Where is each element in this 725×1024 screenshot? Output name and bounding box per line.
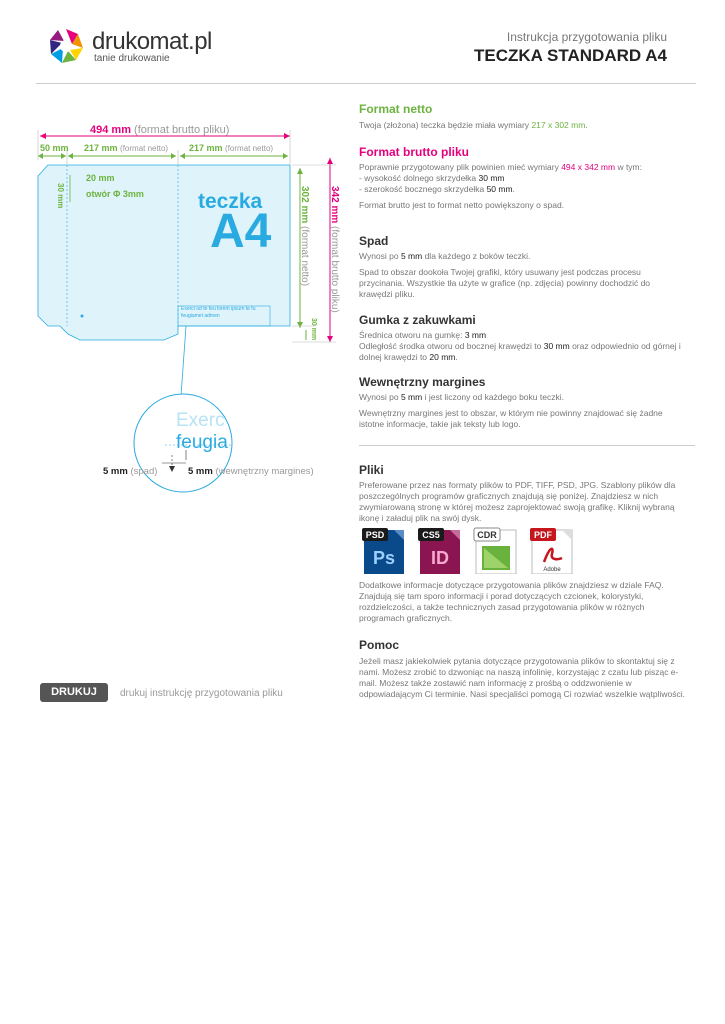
- section-netto-text: Twoja (złożona) teczka będzie miała wymiary 217 x 302 mm.: [359, 120, 588, 130]
- margin-note: (wewnętrzny margines): [215, 466, 314, 477]
- section-netto-title: Format netto: [359, 102, 433, 116]
- hole-diameter-label: otwór Φ 3mm: [86, 189, 144, 199]
- margin-label: [188, 466, 314, 477]
- bottom-flap-label: 30 mm: [310, 318, 317, 341]
- photoshop-icon[interactable]: [360, 526, 408, 574]
- panel2-width-value: 217 mm: [189, 143, 223, 153]
- panel2-width-note: (format netto): [225, 144, 274, 153]
- section-brutto-note: Format brutto jest to format netto powiększony o spad.: [359, 200, 565, 210]
- photoshop-mark: Ps: [372, 548, 396, 568]
- hole-offset-y-label: 30 mm: [56, 183, 65, 209]
- section-pliki-text1: Preferowane przez nas formaty plików to PDF, TIFF, PSD, JPG. Szablony plików dla poszczególnych programów graficznych znajdują się poniżej. Znajdziesz w nich zwymiarowaną stronę w której możesz zaprojektować swoją grafikę. Kliknij wybraną ikonę i załaduj plik na swój dysk.: [359, 480, 676, 523]
- print-button[interactable]: DRUKUJ: [40, 683, 108, 702]
- section-gumka-title: Gumka z zakuwkami: [359, 313, 476, 327]
- panel2-width-label: [189, 143, 273, 153]
- zoom-word-1: Exerc: [176, 410, 225, 431]
- panel1-width-value: 217 mm: [84, 143, 118, 153]
- brand-name: drukomat.pl: [92, 28, 212, 55]
- logo-icon: [46, 26, 86, 66]
- print-link[interactable]: drukuj instrukcję przygotowania pliku: [120, 688, 283, 699]
- height-netto-note: (format netto): [299, 226, 310, 287]
- height-netto-value: 302 mm: [299, 186, 310, 224]
- product-word: teczka: [198, 190, 263, 213]
- section-spad-title: Spad: [359, 234, 389, 248]
- margin-value: 5 mm: [188, 466, 213, 477]
- section-brutto-text: Poprawnie przygotowany plik powinien mieć wymiary 494 x 342 mm w tym: - wysokość dolnego skrzydełka 30 mm - szerokość bocznego skrzydełka 50 mm.: [359, 162, 642, 194]
- bleed-label: [103, 466, 157, 477]
- section-divider: [359, 445, 695, 446]
- section-margines-text2: Wewnętrzny margines jest to obszar, w którym nie powinny znajdować się żadne istotne informacje, takie jak teksty lub logo.: [359, 408, 663, 429]
- zoom-word-2: feugia: [176, 432, 228, 453]
- section-brutto-title: Format brutto pliku: [359, 145, 469, 159]
- section-margines-title: Wewnętrzny margines: [359, 375, 486, 389]
- indesign-icon[interactable]: [416, 526, 464, 574]
- coreldraw-badge: CDR: [477, 530, 497, 540]
- width-brutto-note: (format brutto pliku): [134, 124, 230, 136]
- header-divider: [36, 83, 696, 84]
- height-netto-label: [299, 186, 310, 286]
- width-brutto-label: [90, 124, 229, 136]
- section-pliki-text2: Dodatkowe informacje dotyczące przygotowania plików znajdziesz w dziale FAQ. Znajdują się tam sporo informacji i porad dotyczących czcionek, kolorystyki, rozdzielczości, a także technicznych zasad przygotowania plików w różnych programach graficznych.: [359, 580, 664, 623]
- header-subtitle: Instrukcja przygotowania pliku: [506, 30, 667, 44]
- panel1-width-label: [84, 143, 168, 153]
- section-spad-text2: Spad to obszar dookoła Twojej grafiki, który usuwany jest podczas procesu przycinania. Wszystkie tła użyte w grafice (np. zdjęcia) powinny dochodzić do krawędzi pliku.: [359, 267, 651, 299]
- section-spad-text1: Wynosi po 5 mm dla każdego z boków teczki.: [359, 251, 531, 261]
- indesign-badge: CS5: [422, 530, 440, 540]
- pdf-mark: Adobe: [543, 567, 561, 573]
- page-title: TECZKA STANDARD A4: [474, 46, 667, 65]
- indesign-mark: ID: [431, 548, 449, 568]
- photoshop-badge: PSD: [365, 530, 385, 540]
- height-brutto-value: 342 mm: [329, 186, 340, 224]
- hole-offset-x-label: 20 mm: [86, 173, 115, 183]
- bleed-note: (spad): [130, 466, 158, 477]
- width-brutto-value: 494 mm: [90, 124, 131, 136]
- section-pomoc-title: Pomoc: [359, 638, 400, 652]
- flap-width-label: 50 mm: [40, 143, 69, 153]
- section-pomoc-text: Jeżeli masz jakiekolwiek pytania dotyczące przygotowania plików to skontaktuj się z nami. Możesz zrobić to dzwoniąc na naszą infolinię, korzystając z czatu lub pisząc e-mail. Możesz także zostawić nam informację z prośbą o oddzwonienie w odpowiadającym Ci terminie. Nasi specjaliści pomogą Ci rozwiać wszelkie wątpliwości.: [359, 656, 685, 699]
- product-size: A4: [210, 205, 272, 258]
- bleed-value: 5 mm: [103, 466, 128, 477]
- height-brutto-label: [329, 186, 340, 313]
- sample-text: Exerci od te feu lorem ipsum te fu feugiamet admen: [181, 306, 256, 319]
- section-margines-text1: Wynosi po 5 mm i jest liczony od każdego boku teczki.: [359, 392, 564, 402]
- pdf-icon[interactable]: [528, 526, 576, 574]
- panel1-width-note: (format netto): [120, 144, 169, 153]
- height-brutto-note: (format brutto pliku): [329, 226, 340, 313]
- section-pliki-title: Pliki: [359, 463, 384, 477]
- coreldraw-icon[interactable]: [472, 526, 520, 574]
- section-gumka-text: Średnica otworu na gumkę: 3 mm Odległość środka otworu od bocznej krawędzi to 30 mm oraz odpowiednio od górnej i dolnej krawędzi to 20 mm.: [359, 330, 681, 362]
- brand-tagline: tanie drukowanie: [94, 53, 170, 64]
- pdf-badge: PDF: [534, 530, 552, 540]
